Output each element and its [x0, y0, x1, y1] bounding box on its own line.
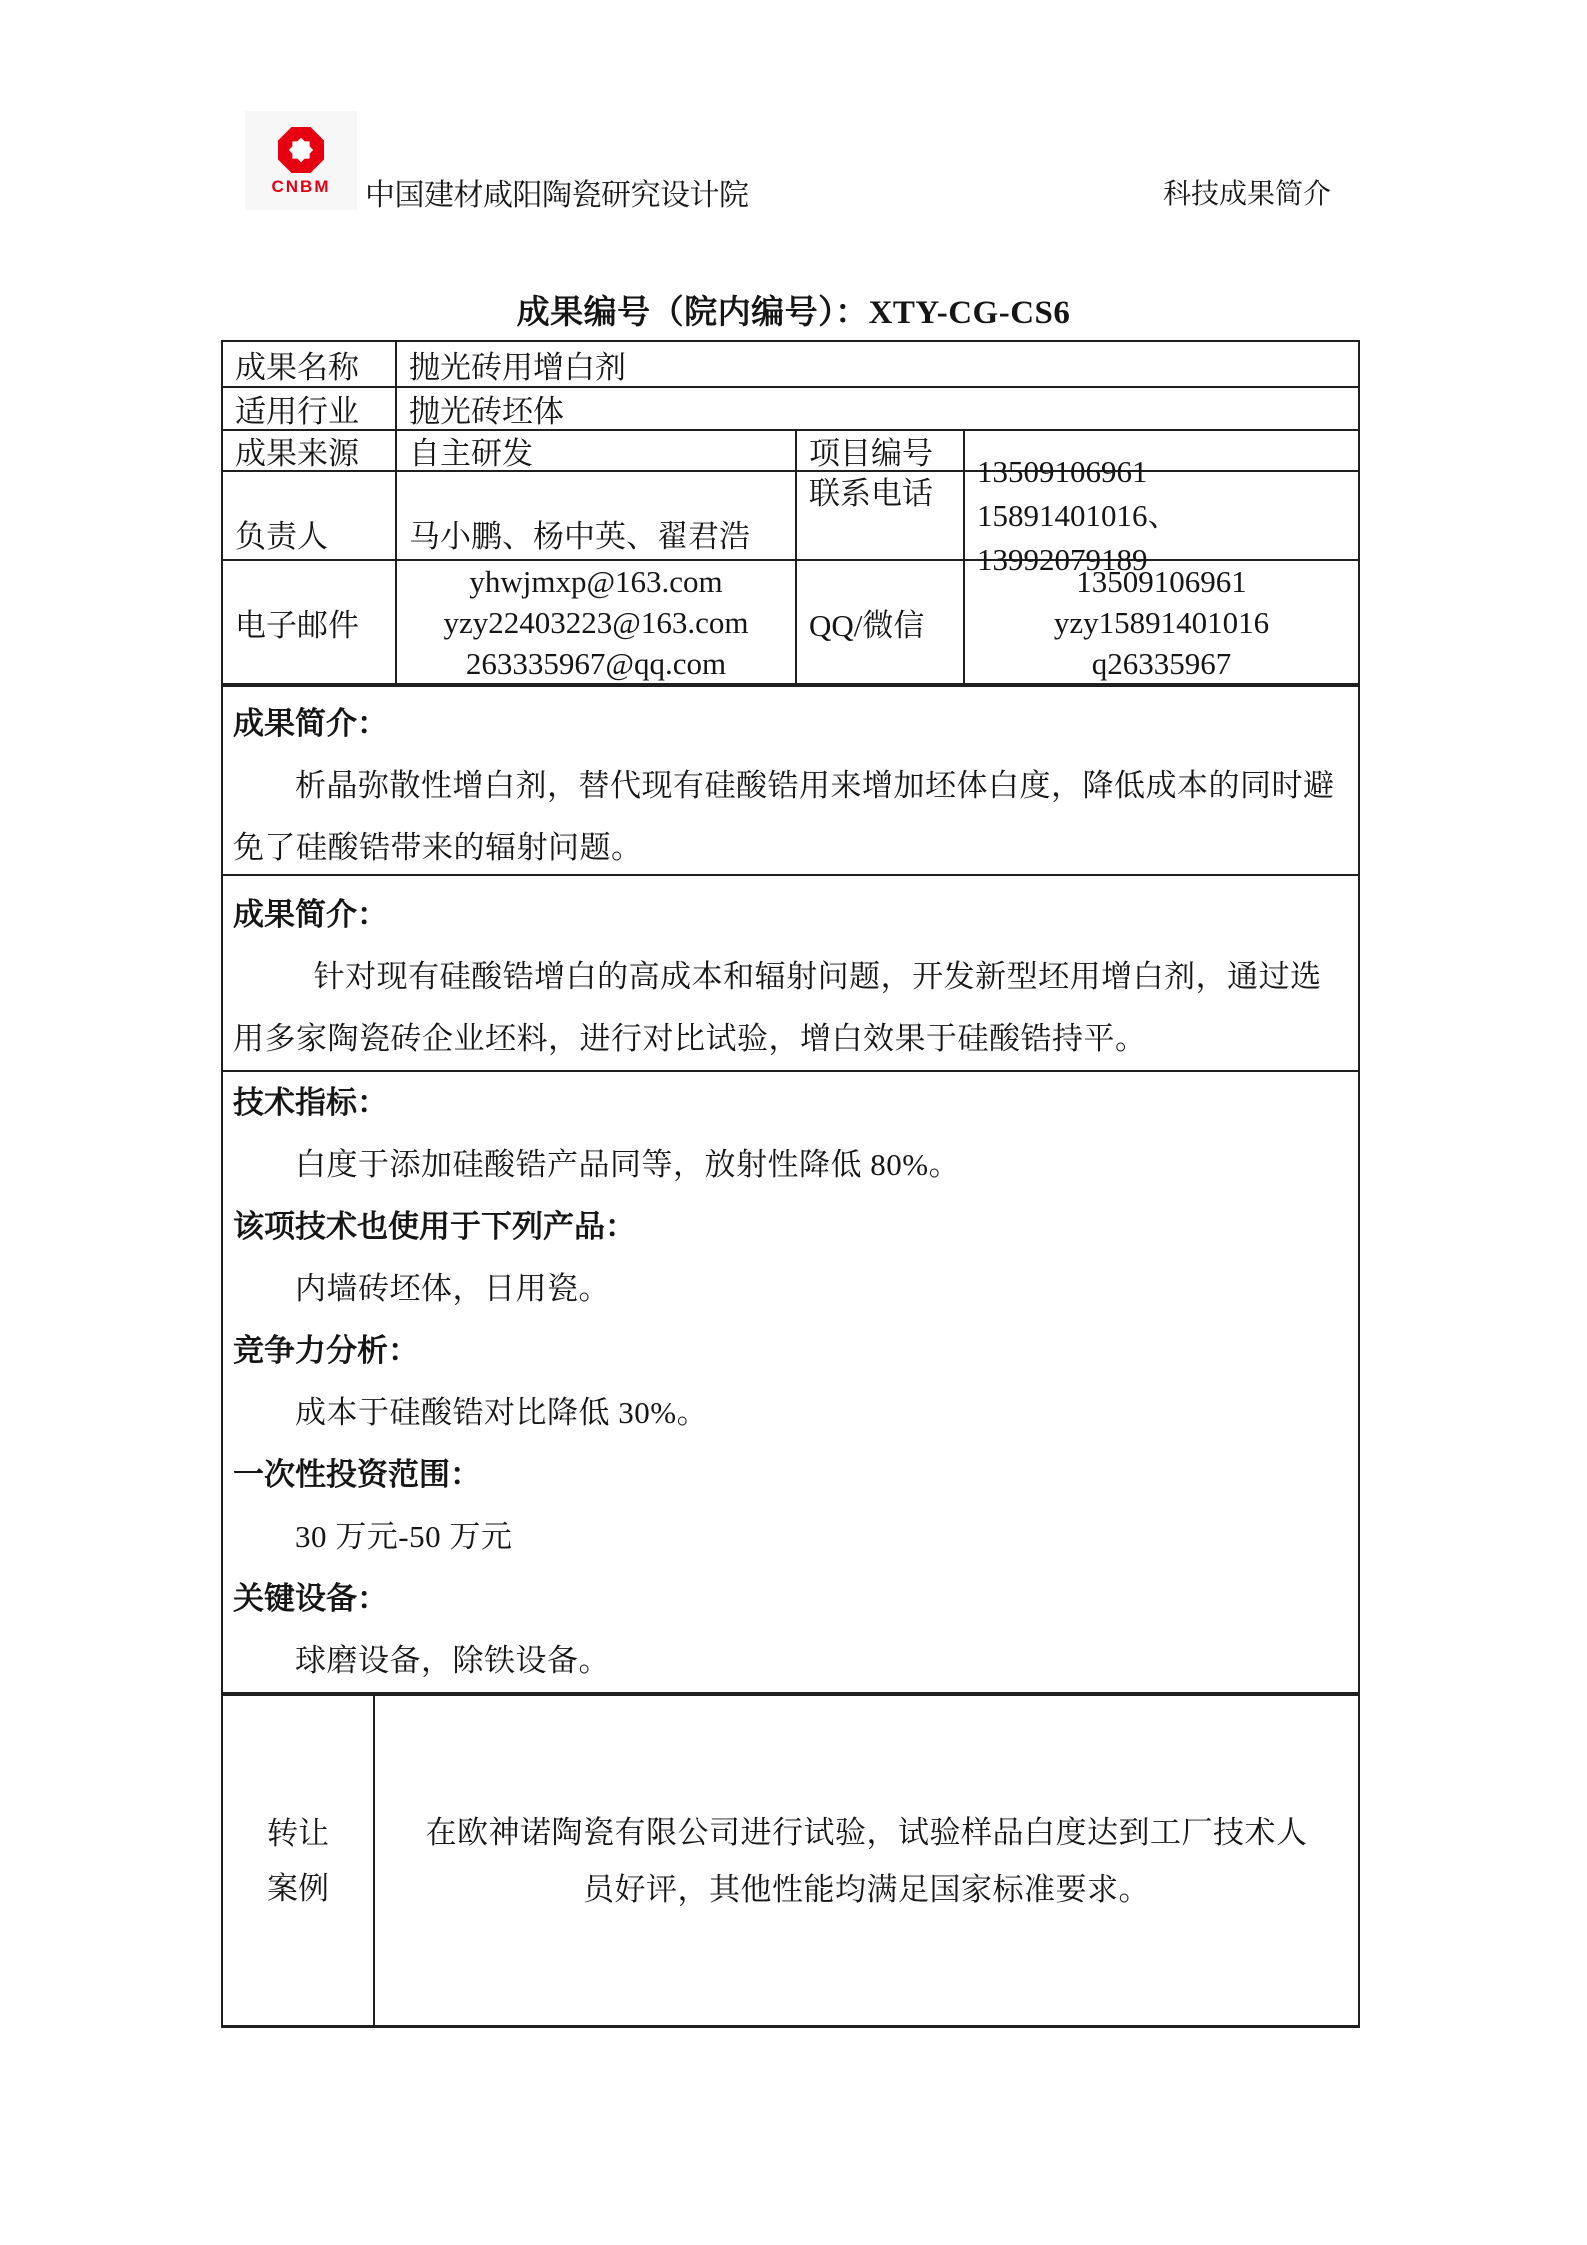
field-label-phone: 联系电话: [795, 472, 963, 559]
qq-line: yzy15891401016: [1053, 604, 1270, 640]
field-value-result-name: 抛光砖用增白剂: [395, 342, 1358, 386]
field-label-email: 电子邮件: [235, 607, 359, 643]
field-value-phone: [963, 453, 1358, 577]
section-summary-1: [223, 683, 1358, 874]
section-heading: 技术指标：: [233, 1085, 388, 1120]
field-label-project-no: 项目编号: [795, 431, 963, 470]
qq-line: q26335967: [1091, 645, 1232, 681]
email-line: yhwjmxp@163.com: [469, 563, 723, 599]
field-label-source: 成果来源: [235, 436, 359, 471]
section-paragraph: 内墙砖坯体，日用瓷。: [295, 1271, 610, 1306]
field-label-industry: 适用行业: [235, 394, 359, 429]
section-paragraph: 30 万元-50 万元: [295, 1519, 513, 1554]
section-specs: [223, 1070, 1358, 1692]
phone-line: 13509106961: [977, 453, 1148, 489]
field-label-result-name: 成果名称: [235, 349, 359, 385]
table-row-transfer-case: [223, 1692, 1358, 2025]
section-paragraph: 球磨设备，除铁设备。: [295, 1643, 610, 1678]
section-summary-2: [223, 874, 1358, 1070]
field-label-qq-wechat: QQ/微信: [795, 561, 963, 683]
organization-name: 中国建材咸阳陶瓷研究设计院: [365, 179, 749, 212]
section-paragraph: 成本于硅酸锆对比降低 30%。: [295, 1395, 709, 1430]
field-value-leader: 马小鹏、杨中英、翟君浩: [395, 472, 795, 559]
phone-line: 15891401016、13992079189: [977, 497, 1179, 577]
section-heading: 关键设备：: [233, 1581, 388, 1616]
section-paragraph: 析晶弥散性增白剂，替代现有硅酸锆用来增加坯体白度，降低成本的同时避免了硅酸锆带来的辐射问题。: [233, 768, 1335, 865]
section-heading: 一次性投资范围：: [233, 1457, 481, 1492]
qq-line: 13509106961: [1076, 563, 1247, 599]
section-heading: 竞争力分析：: [233, 1333, 419, 1368]
email-line: 263335967@qq.com: [465, 645, 727, 681]
field-value-transfer-case: 在欧神诺陶瓷有限公司进行试验，试验样品白度达到工厂技术人员好评，其他性能均满足国家标准要求。: [373, 1696, 1358, 2025]
table-row-source: [223, 429, 1358, 470]
cnbm-octagon-star-icon: [278, 126, 324, 174]
cnbm-logo-text: CNBM: [271, 177, 331, 196]
table-row-industry: [223, 386, 1358, 429]
table-row-result-name: [223, 342, 1358, 386]
achievement-table: [221, 340, 1360, 2028]
email-line: yzy22403223@163.com: [443, 604, 749, 640]
section-heading: 该项技术也使用于下列产品：: [233, 1209, 636, 1244]
field-value-industry: 抛光砖坯体: [395, 388, 1358, 429]
section-paragraph: 针对现有硅酸锆增白的高成本和辐射问题，开发新型坯用增白剂，通过选用多家陶瓷砖企业坯料，进行对比试验，增白效果于硅酸锆持平。: [233, 959, 1322, 1056]
field-value-email: [395, 561, 795, 683]
page-title: 成果编号（院内编号）：XTY-CG-CS6: [516, 295, 1071, 331]
cnbm-logo: [245, 111, 357, 210]
section-heading: 成果简介：: [233, 706, 388, 741]
field-value-source: 自主研发: [395, 431, 795, 470]
section-heading: 成果简介：: [233, 897, 388, 932]
field-label-transfer-case: 转让 案例: [267, 1815, 329, 1906]
field-value-qq-wechat: [963, 561, 1358, 683]
table-row-email-qq: [223, 559, 1358, 683]
field-label-leader: 负责人: [235, 519, 328, 554]
document-type-label: 科技成果简介: [1163, 178, 1332, 209]
section-paragraph: 白度于添加硅酸锆产品同等，放射性降低 80%。: [295, 1147, 961, 1182]
